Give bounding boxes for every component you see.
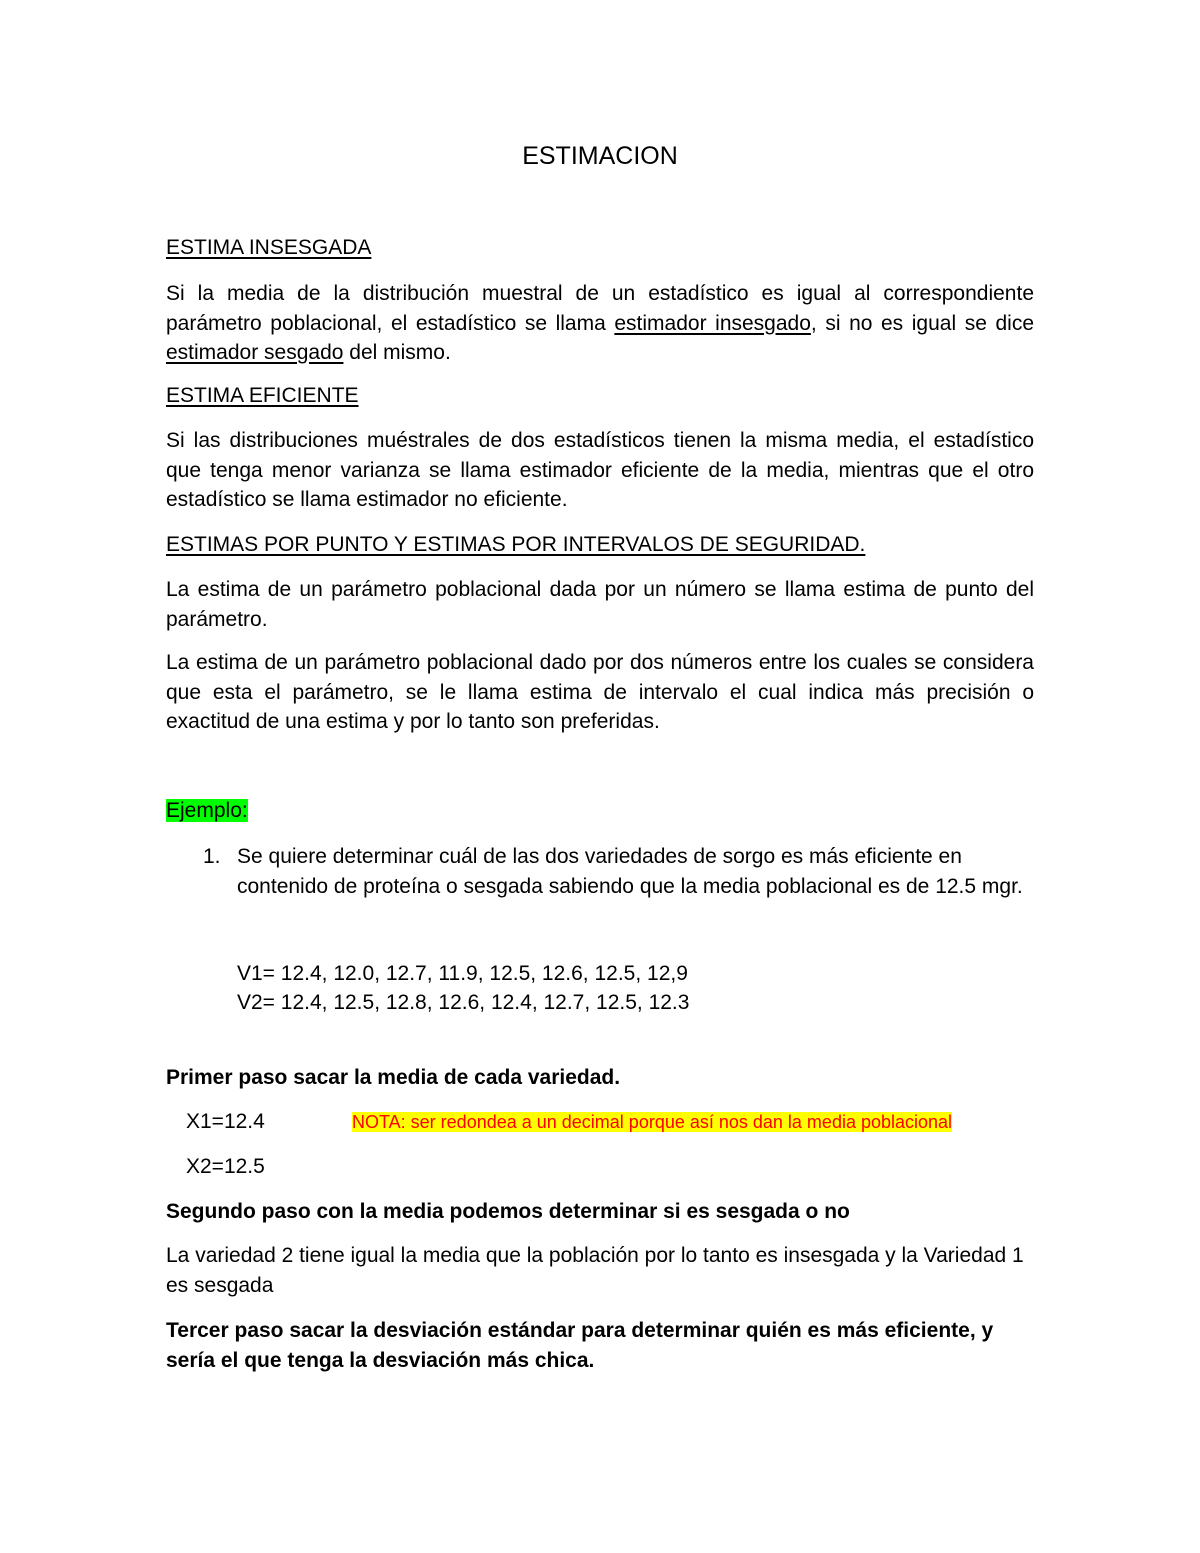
heading-estima-eficiente: ESTIMA EFICIENTE [166,384,359,407]
step2-heading: Segundo paso con la media podemos determinar si es sesgada o no [166,1200,850,1223]
note [352,1110,952,1134]
note-text: ser redondea a un decimal porque así nos dan la media poblacional [405,1112,953,1132]
heading-estimas-punto-intervalos: ESTIMAS POR PUNTO Y ESTIMAS POR INTERVALOS DE SEGURIDAD. [166,533,866,556]
term-estimador-sesgado: estimador sesgado [166,341,344,364]
step2-text: La variedad 2 tiene igual la media que la población por lo tanto es insesgada y la Variedad 1 es sesgada [166,1244,1024,1297]
list-item-number: 1. [203,845,221,868]
document-title: ESTIMACION [522,142,678,170]
example-label: Ejemplo: [166,799,248,822]
heading-estima-insesgada: ESTIMA INSESGADA [166,236,372,259]
step3-heading: Tercer paso sacar la desviación estándar para determinar quién es más eficiente, y sería el que tenga la desviación más chica. [166,1319,994,1372]
paragraph-text: del mismo. [343,341,451,364]
paragraph-estima-intervalo: La estima de un parámetro poblacional dado por dos números entre los cuales se considera que esta el parámetro, se le llama estima de intervalo el cual indica más precisión o exactitud de una estima y por lo tanto son preferidas. [166,651,1034,733]
paragraph-text: Si la media de la distribución muestral de un estadístico es igual al correspondiente parámetro poblacional, el estadístico se llama [166,282,1034,335]
data-v1: V1= 12.4, 12.0, 12.7, 11.9, 12.5, 12.6, 12.5, 12,9 [237,962,688,985]
paragraph-estima-insesgada [166,279,1034,368]
result-x1: X1=12.4 [186,1110,265,1133]
paragraph-estima-punto: La estima de un parámetro poblacional dada por un número se llama estima de punto del parámetro. [166,578,1034,631]
term-estimador-insesgado: estimador insesgado [614,311,811,335]
example-label-wrapper [166,796,248,826]
note-lead: NOTA: [352,1112,406,1132]
list-item-text: Se quiere determinar cuál de las dos variedades de sorgo es más eficiente en contenido de proteína o sesgada sabiendo que la media poblacional es de 12.5 mgr. [237,845,1023,898]
data-v2: V2= 12.4, 12.5, 12.8, 12.6, 12.4, 12.7, 12.5, 12.3 [237,991,690,1014]
step1-heading: Primer paso sacar la media de cada variedad. [166,1066,621,1089]
paragraph-text: , si no es igual se dice [810,311,1034,335]
paragraph-estima-eficiente: Si las distribuciones muéstrales de dos estadísticos tienen la misma media, el estadístico que tenga menor varianza se llama estimador eficiente de la media, mientras que el otro estadístico se llama estimador no eficiente. [166,429,1034,511]
result-x2: X2=12.5 [186,1155,265,1178]
